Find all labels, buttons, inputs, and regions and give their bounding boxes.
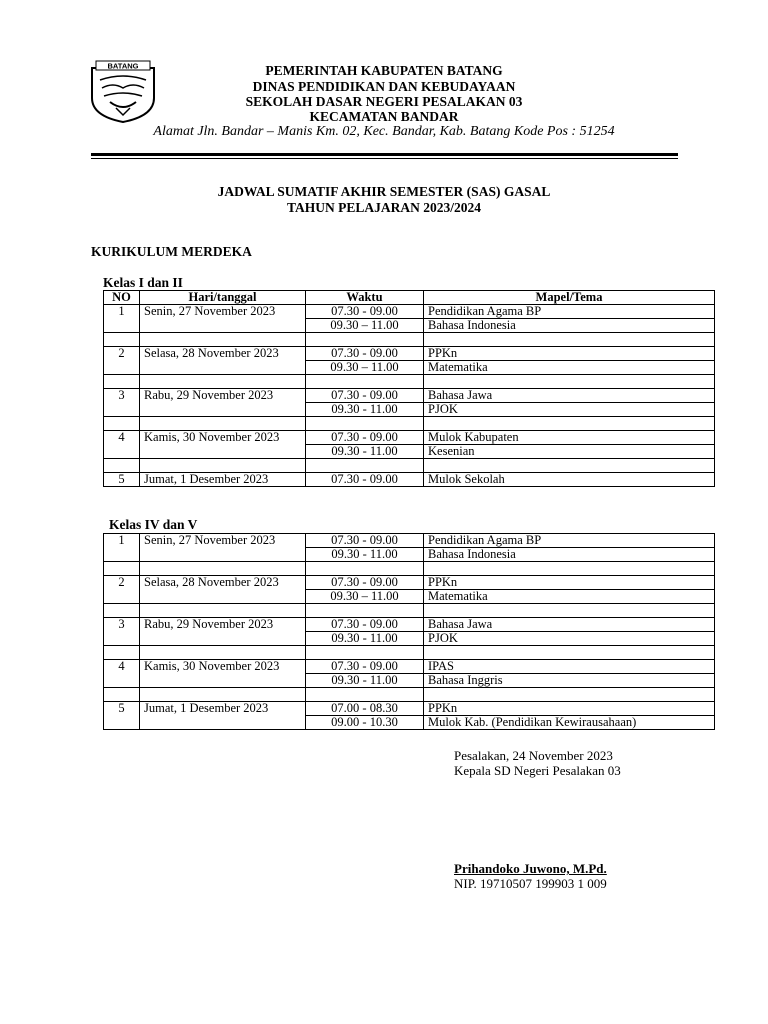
cell-time: 09.30 – 11.00 — [306, 590, 424, 604]
table-row — [104, 618, 715, 632]
cell-subject: PJOK — [424, 403, 715, 417]
spacer-row — [104, 562, 715, 576]
spacer-row — [104, 604, 715, 618]
spacer-row — [104, 333, 715, 347]
spacer-row — [104, 646, 715, 660]
empty-cell — [424, 459, 715, 473]
header-school: SEKOLAH DASAR NEGERI PESALAKAN 03 — [245, 94, 523, 109]
group1-label: Kelas I dan II — [103, 275, 183, 290]
empty-cell — [140, 459, 306, 473]
empty-cell — [104, 459, 140, 473]
empty-cell — [104, 562, 140, 576]
header-department: DINAS PENDIDIKAN DAN KEBUDAYAAN — [252, 79, 516, 94]
empty-cell — [140, 375, 306, 389]
cell-subject: Pendidikan Agama BP — [424, 305, 715, 319]
schedule-table-kelas-1-2 — [103, 290, 715, 487]
cell-time: 09.30 - 11.00 — [306, 403, 424, 417]
table-row — [104, 473, 715, 487]
empty-cell — [424, 646, 715, 660]
cell-time: 07.30 - 09.00 — [306, 347, 424, 361]
cell-day: Senin, 27 November 2023 — [140, 305, 306, 333]
cell-subject: Pendidikan Agama BP — [424, 534, 715, 548]
document-title: JADWAL SUMATIF AKHIR SEMESTER (SAS) GASAL — [217, 184, 551, 199]
table-row — [104, 660, 715, 674]
empty-cell — [140, 604, 306, 618]
schedule-table-kelas-4-5 — [103, 533, 715, 730]
cell-subject: Matematika — [424, 361, 715, 375]
table-row — [104, 702, 715, 716]
empty-cell — [104, 688, 140, 702]
cell-time: 07.30 - 09.00 — [306, 389, 424, 403]
empty-cell — [424, 604, 715, 618]
cell-day: Jumat, 1 Desember 2023 — [140, 702, 306, 730]
empty-cell — [306, 604, 424, 618]
cell-subject: IPAS — [424, 660, 715, 674]
cell-time: 07.30 - 09.00 — [306, 618, 424, 632]
empty-cell — [306, 333, 424, 347]
cell-day: Rabu, 29 November 2023 — [140, 389, 306, 417]
cell-subject: Mulok Kab. (Pendidikan Kewirausahaan) — [424, 716, 715, 730]
cell-subject: Bahasa Indonesia — [424, 319, 715, 333]
header-government: PEMERINTAH KABUPATEN BATANG — [265, 63, 503, 78]
cell-subject: Bahasa Jawa — [424, 389, 715, 403]
cell-no: 1 — [104, 305, 140, 333]
empty-cell — [306, 562, 424, 576]
cell-time: 07.30 - 09.00 — [306, 431, 424, 445]
table-row — [104, 534, 715, 548]
cell-subject: Bahasa Indonesia — [424, 548, 715, 562]
document-subtitle: TAHUN PELAJARAN 2023/2024 — [286, 200, 481, 215]
cell-no: 5 — [104, 702, 140, 730]
table-header-row — [104, 291, 715, 305]
cell-day: Senin, 27 November 2023 — [140, 534, 306, 562]
empty-cell — [104, 333, 140, 347]
table-row — [104, 431, 715, 445]
cell-no: 2 — [104, 347, 140, 375]
empty-cell — [140, 688, 306, 702]
column-header-time: Waktu — [306, 291, 424, 305]
cell-time: 09.30 - 11.00 — [306, 632, 424, 646]
cell-subject: Mulok Kabupaten — [424, 431, 715, 445]
column-header-subject: Mapel/Tema — [424, 291, 715, 305]
cell-day: Jumat, 1 Desember 2023 — [140, 473, 306, 487]
table-row — [104, 389, 715, 403]
empty-cell — [140, 417, 306, 431]
cell-subject: PJOK — [424, 632, 715, 646]
cell-subject: Matematika — [424, 590, 715, 604]
empty-cell — [424, 375, 715, 389]
spacer-row — [104, 375, 715, 389]
empty-cell — [424, 417, 715, 431]
signature-position: Kepala SD Negeri Pesalakan 03 — [454, 763, 621, 778]
empty-cell — [306, 646, 424, 660]
empty-cell — [140, 562, 306, 576]
cell-time: 09.30 – 11.00 — [306, 361, 424, 375]
cell-subject: Bahasa Inggris — [424, 674, 715, 688]
cell-subject: PPKn — [424, 576, 715, 590]
column-header-day: Hari/tanggal — [140, 291, 306, 305]
spacer-row — [104, 688, 715, 702]
cell-no: 3 — [104, 389, 140, 417]
signature-place-date: Pesalakan, 24 November 2023 — [454, 748, 613, 763]
group2-label: Kelas IV dan V — [109, 517, 198, 532]
header-divider-thick — [91, 153, 678, 156]
spacer-row — [104, 417, 715, 431]
cell-no: 3 — [104, 618, 140, 646]
cell-subject: PPKn — [424, 347, 715, 361]
signature-nip: NIP. 19710507 199903 1 009 — [454, 876, 607, 891]
empty-cell — [424, 562, 715, 576]
table-row — [104, 305, 715, 319]
cell-time: 07.30 - 09.00 — [306, 576, 424, 590]
empty-cell — [424, 333, 715, 347]
logo-text: BATANG — [107, 61, 139, 71]
cell-day: Kamis, 30 November 2023 — [140, 431, 306, 459]
empty-cell — [104, 646, 140, 660]
cell-time: 09.30 – 11.00 — [306, 319, 424, 333]
empty-cell — [104, 604, 140, 618]
cell-subject: Bahasa Jawa — [424, 618, 715, 632]
cell-no: 1 — [104, 534, 140, 562]
empty-cell — [140, 646, 306, 660]
cell-time: 09.00 - 10.30 — [306, 716, 424, 730]
cell-time: 07.30 - 09.00 — [306, 534, 424, 548]
table-row — [104, 347, 715, 361]
cell-subject: Mulok Sekolah — [424, 473, 715, 487]
cell-day: Selasa, 28 November 2023 — [140, 347, 306, 375]
cell-time: 07.00 - 08.30 — [306, 702, 424, 716]
cell-subject: Kesenian — [424, 445, 715, 459]
cell-time: 07.30 - 09.00 — [306, 305, 424, 319]
cell-day: Rabu, 29 November 2023 — [140, 618, 306, 646]
cell-subject: PPKn — [424, 702, 715, 716]
empty-cell — [140, 333, 306, 347]
cell-time: 07.30 - 09.00 — [306, 473, 424, 487]
cell-no: 4 — [104, 431, 140, 459]
column-header-no: NO — [104, 291, 140, 305]
spacer-row — [104, 459, 715, 473]
header-address: Alamat Jln. Bandar – Manis Km. 02, Kec. Bandar, Kab. Batang Kode Pos : 51254 — [153, 124, 615, 139]
empty-cell — [424, 688, 715, 702]
empty-cell — [306, 688, 424, 702]
cell-no: 2 — [104, 576, 140, 604]
table-row — [104, 576, 715, 590]
curriculum-label: KURIKULUM MERDEKA — [91, 244, 252, 259]
signature-name: Prihandoko Juwono, M.Pd. — [454, 861, 607, 876]
cell-no: 5 — [104, 473, 140, 487]
empty-cell — [104, 417, 140, 431]
empty-cell — [306, 417, 424, 431]
cell-no: 4 — [104, 660, 140, 688]
cell-day: Selasa, 28 November 2023 — [140, 576, 306, 604]
cell-time: 07.30 - 09.00 — [306, 660, 424, 674]
header-district: KECAMATAN BANDAR — [309, 109, 459, 124]
cell-time: 09.30 - 11.00 — [306, 548, 424, 562]
empty-cell — [306, 375, 424, 389]
header-divider-thin — [91, 158, 678, 159]
empty-cell — [104, 375, 140, 389]
cell-time: 09.30 - 11.00 — [306, 674, 424, 688]
cell-time: 09.30 - 11.00 — [306, 445, 424, 459]
cell-day: Kamis, 30 November 2023 — [140, 660, 306, 688]
empty-cell — [306, 459, 424, 473]
